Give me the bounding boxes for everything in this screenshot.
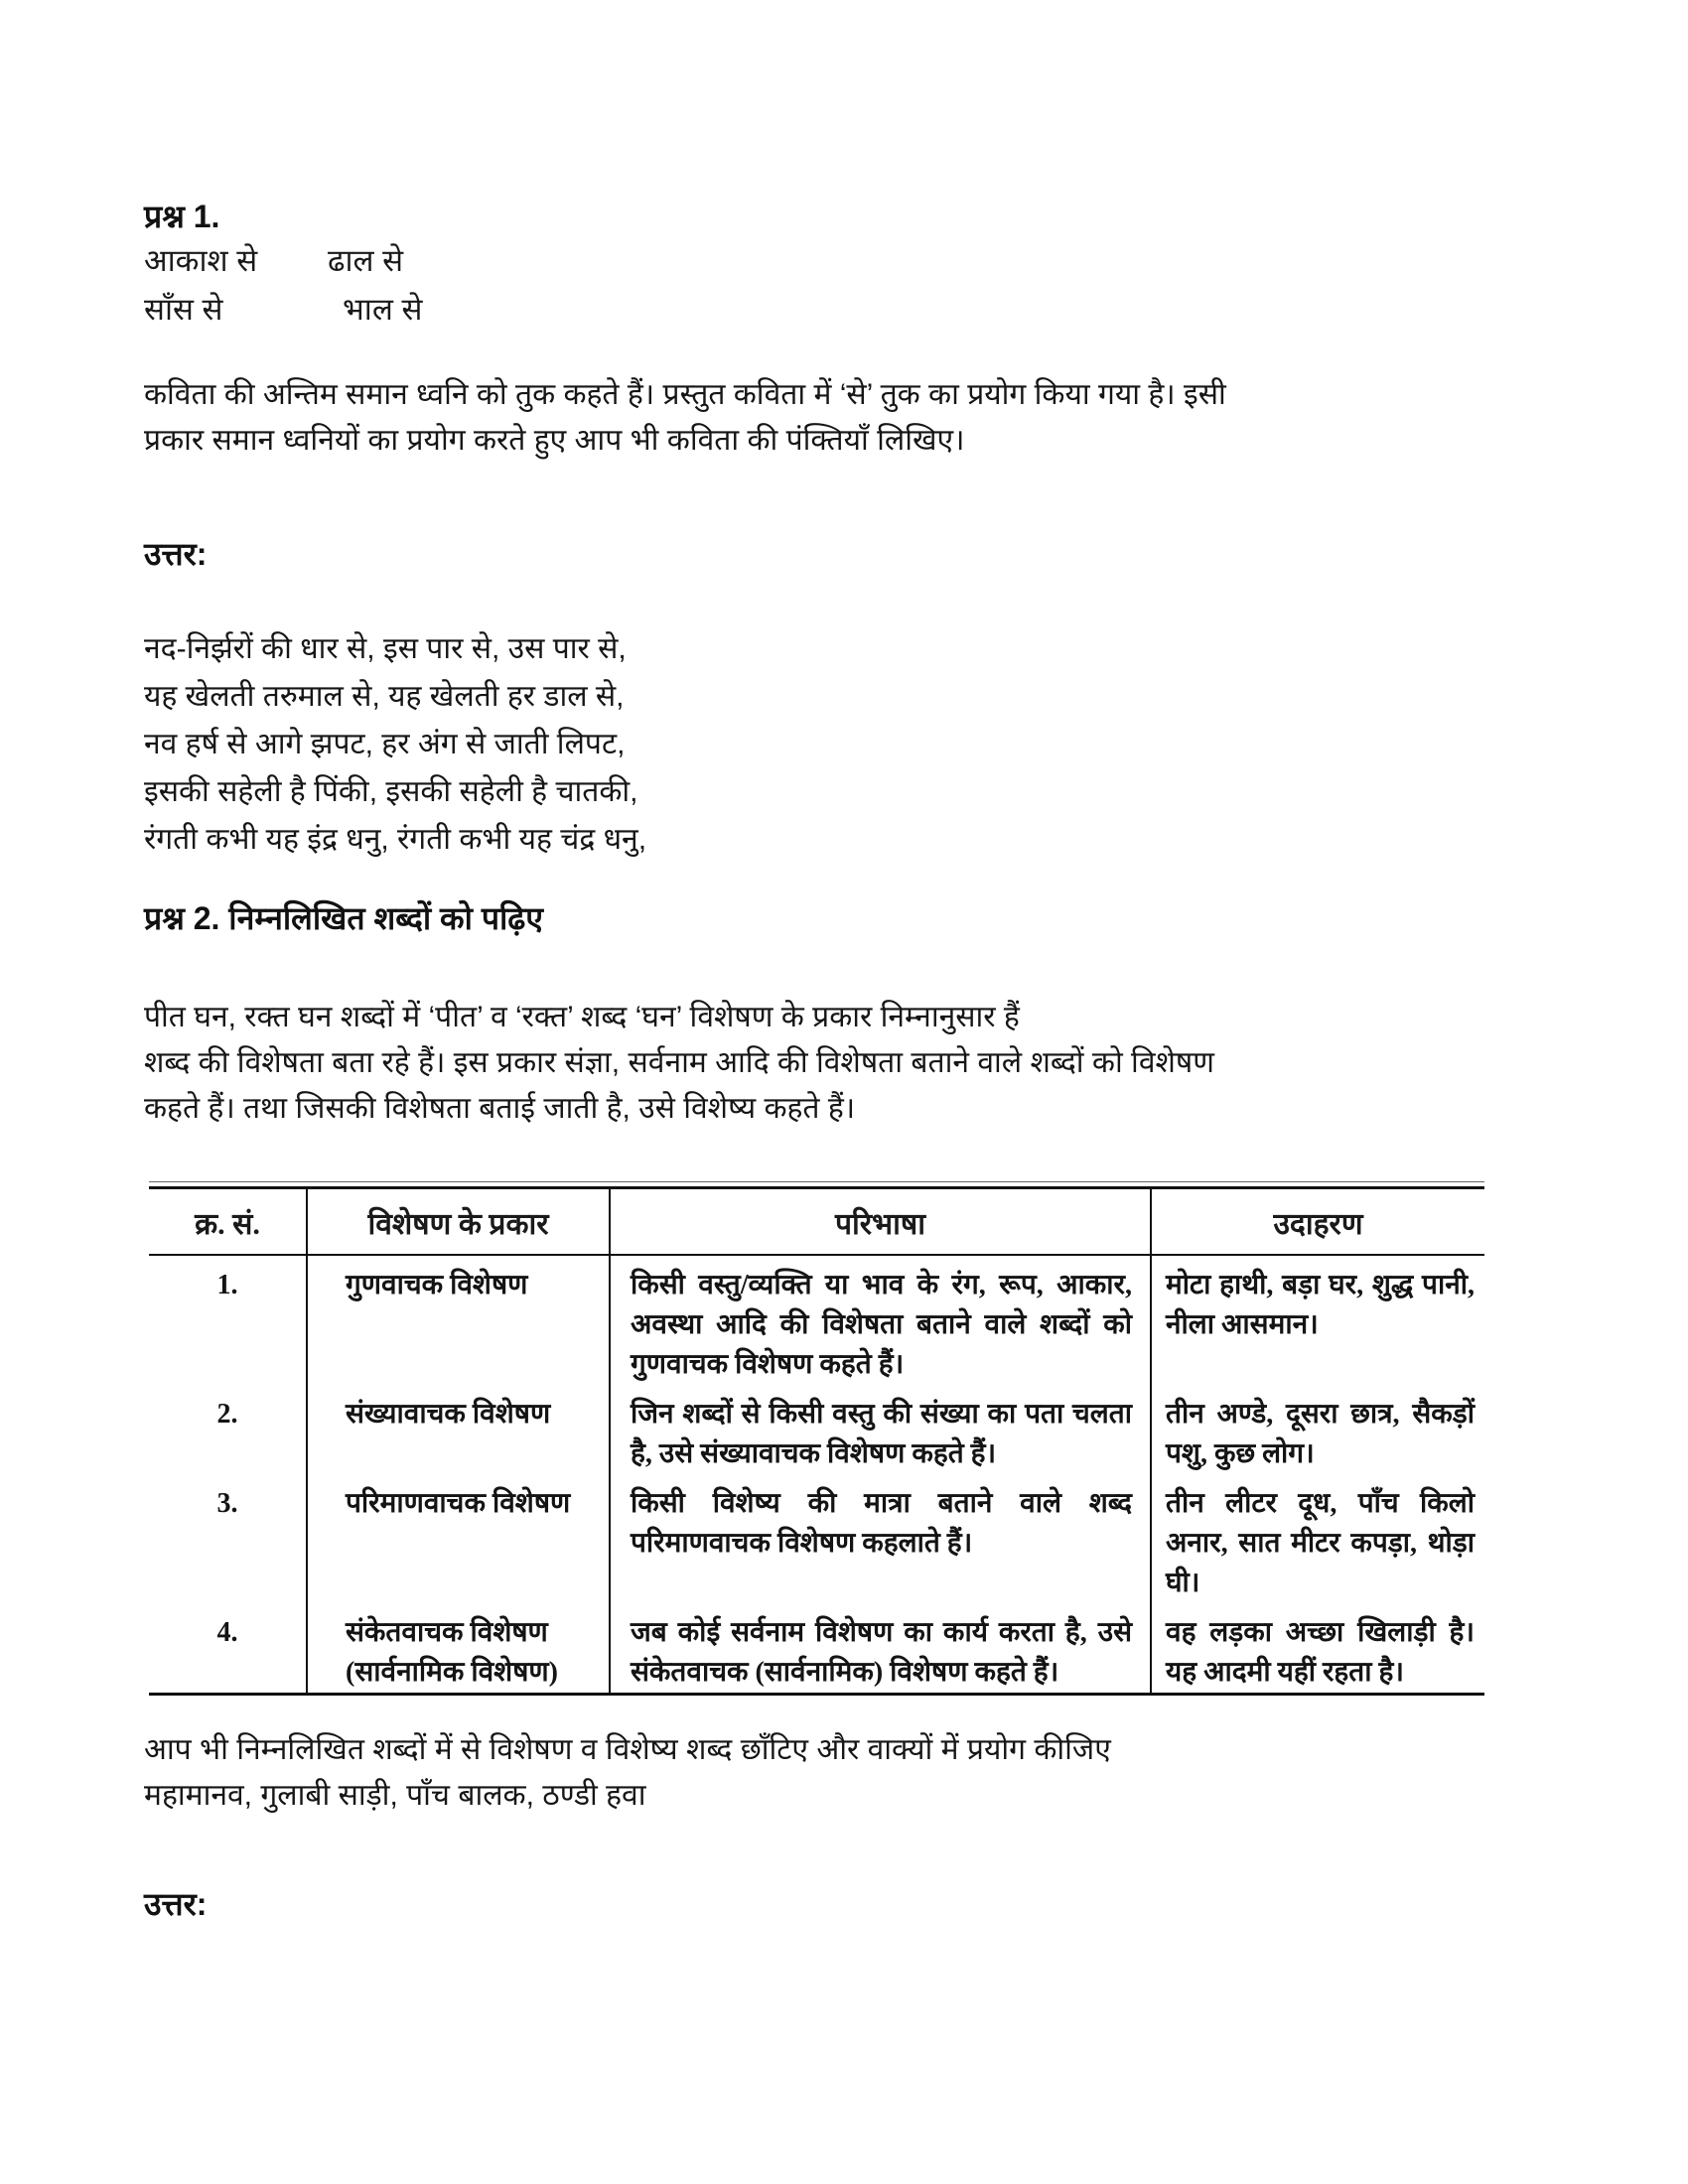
cell-serial: 3. (149, 1474, 308, 1603)
rhyme-word-right: ढाल से (328, 243, 404, 278)
cell-definition: किसी वस्तु/व्यक्ति या भाव के रंग, रूप, आकार, अवस्था आदि की विशेषता बताने वाले शब्दों को गुणवाचक विशेषण कहते हैं। (611, 1256, 1152, 1385)
poem-line: यह खेलती तरुमाल से, यह खेलती हर डाल से, (144, 680, 625, 713)
table-header-example: उदाहरण (1273, 1208, 1363, 1241)
rhyme-word-left: आकाश से (144, 243, 258, 278)
paragraph-line: कविता की अन्तिम समान ध्वनि को तुक कहते हैं। प्रस्तुत कविता में ‘से’ तुक का प्रयोग किया गया है। इसी (144, 378, 1226, 411)
cell-example: तीन लीटर दूध, पाँच किलो अनार, सात मीटर कपड़ा, थोड़ा घी। (1166, 1488, 1475, 1598)
paragraph-line: कहते हैं। तथा जिसकी विशेषता बताई जाती है, उसे विशेष्य कहते हैं। (144, 1092, 856, 1125)
cell-type: परिमाणवाचक विशेषण (308, 1474, 611, 1603)
table-row (149, 1256, 1484, 1385)
paragraph-line: पीत घन, रक्त घन शब्दों में ‘पीत’ व ‘रक्त’ शब्द ‘घन’ विशेषण के प्रकार निम्नानुसार हैं (144, 1001, 1020, 1033)
question-2-paragraph (144, 995, 1214, 1132)
rhyme-pair-line (144, 239, 740, 288)
cell-definition: किसी विशेष्य की मात्रा बताने वाले शब्द परिमाणवाचक विशेषण कहलाते हैं। (611, 1474, 1152, 1603)
answer-1-label: उत्तर: (144, 536, 208, 572)
cell-serial: 1. (149, 1256, 308, 1385)
cell-example: वह लड़का अच्छा खिलाड़ी है। यह आदमी यहीं रहता है। (1166, 1617, 1475, 1688)
question-1-paragraph (144, 372, 1226, 464)
table-row (149, 1385, 1484, 1474)
cell-type: संख्यावाचक विशेषण (308, 1385, 611, 1474)
table-frame (149, 1186, 1484, 1696)
rhyme-word-left: साँस से (144, 292, 223, 327)
table-row (149, 1603, 1484, 1693)
paragraph-line: प्रकार समान ध्वनियों का प्रयोग करते हुए आप भी कविता की पंक्तियाँ लिखिए। (144, 424, 965, 457)
exercise-paragraph (144, 1727, 1111, 1819)
table-header-row (149, 1189, 1484, 1256)
poem-line: नव हर्ष से आगे झपट, हर अंग से जाती लिपट, (144, 728, 626, 760)
paragraph-line: महामानव, गुलाबी साड़ी, पाँच बालक, ठण्डी हवा (144, 1779, 646, 1812)
rhyme-word-pairs (144, 239, 740, 337)
rhyme-word-right: भाल से (343, 292, 423, 327)
cell-example: मोटा हाथी, बड़ा घर, शुद्ध पानी, नीला आसमान। (1166, 1270, 1475, 1340)
table-header-type: विशेषण के प्रकार (308, 1189, 611, 1254)
poem-line: नद-निर्झरों की धार से, इस पार से, उस पार से, (144, 632, 627, 665)
table-row (149, 1474, 1484, 1603)
table-header-definition: परिभाषा (611, 1189, 1152, 1254)
cell-type: गुणवाचक विशेषण (308, 1256, 611, 1385)
table-body (149, 1256, 1484, 1693)
answer-1-poem (144, 625, 646, 864)
cell-definition: जिन शब्दों से किसी वस्तु की संख्या का पता चलता है, उसे संख्यावाचक विशेषण कहते हैं। (611, 1385, 1152, 1474)
cell-serial: 2. (149, 1385, 308, 1474)
rhyme-pair-line (144, 288, 740, 337)
poem-line: रंगती कभी यह इंद्र धनु, रंगती कभी यह चंद्र धनु, (144, 823, 647, 856)
table-header-serial: क्र. सं. (149, 1189, 308, 1254)
question-1-heading: प्रश्न 1. (144, 199, 220, 234)
cell-definition: जब कोई सर्वनाम विशेषण का कार्य करता है, उसे संकेतवाचक (सार्वनामिक) विशेषण कहते हैं। (611, 1603, 1152, 1693)
answer-2-label: उत्तर: (144, 1886, 208, 1922)
question-2-heading: प्रश्न 2. निम्नलिखित शब्दों को पढ़िए (144, 900, 543, 936)
cell-type: संकेतवाचक विशेषण (सार्वनामिक विशेषण) (308, 1603, 611, 1693)
poem-line: इसकी सहेली है पिंकी, इसकी सहेली है चातकी, (144, 775, 638, 808)
paragraph-line: आप भी निम्नलिखित शब्दों में से विशेषण व विशेष्य शब्द छाँटिए और वाक्यों में प्रयोग कीजिए (144, 1733, 1111, 1766)
visheshan-types-table (149, 1181, 1484, 1696)
cell-example: तीन अण्डे, दूसरा छात्र, सैकड़ों पशु, कुछ लोग। (1166, 1399, 1475, 1469)
cell-serial: 4. (149, 1603, 308, 1693)
paragraph-line: शब्द की विशेषता बता रहे हैं। इस प्रकार संज्ञा, सर्वनाम आदि की विशेषता बताने वाले शब्दों को विशेषण (144, 1046, 1214, 1079)
